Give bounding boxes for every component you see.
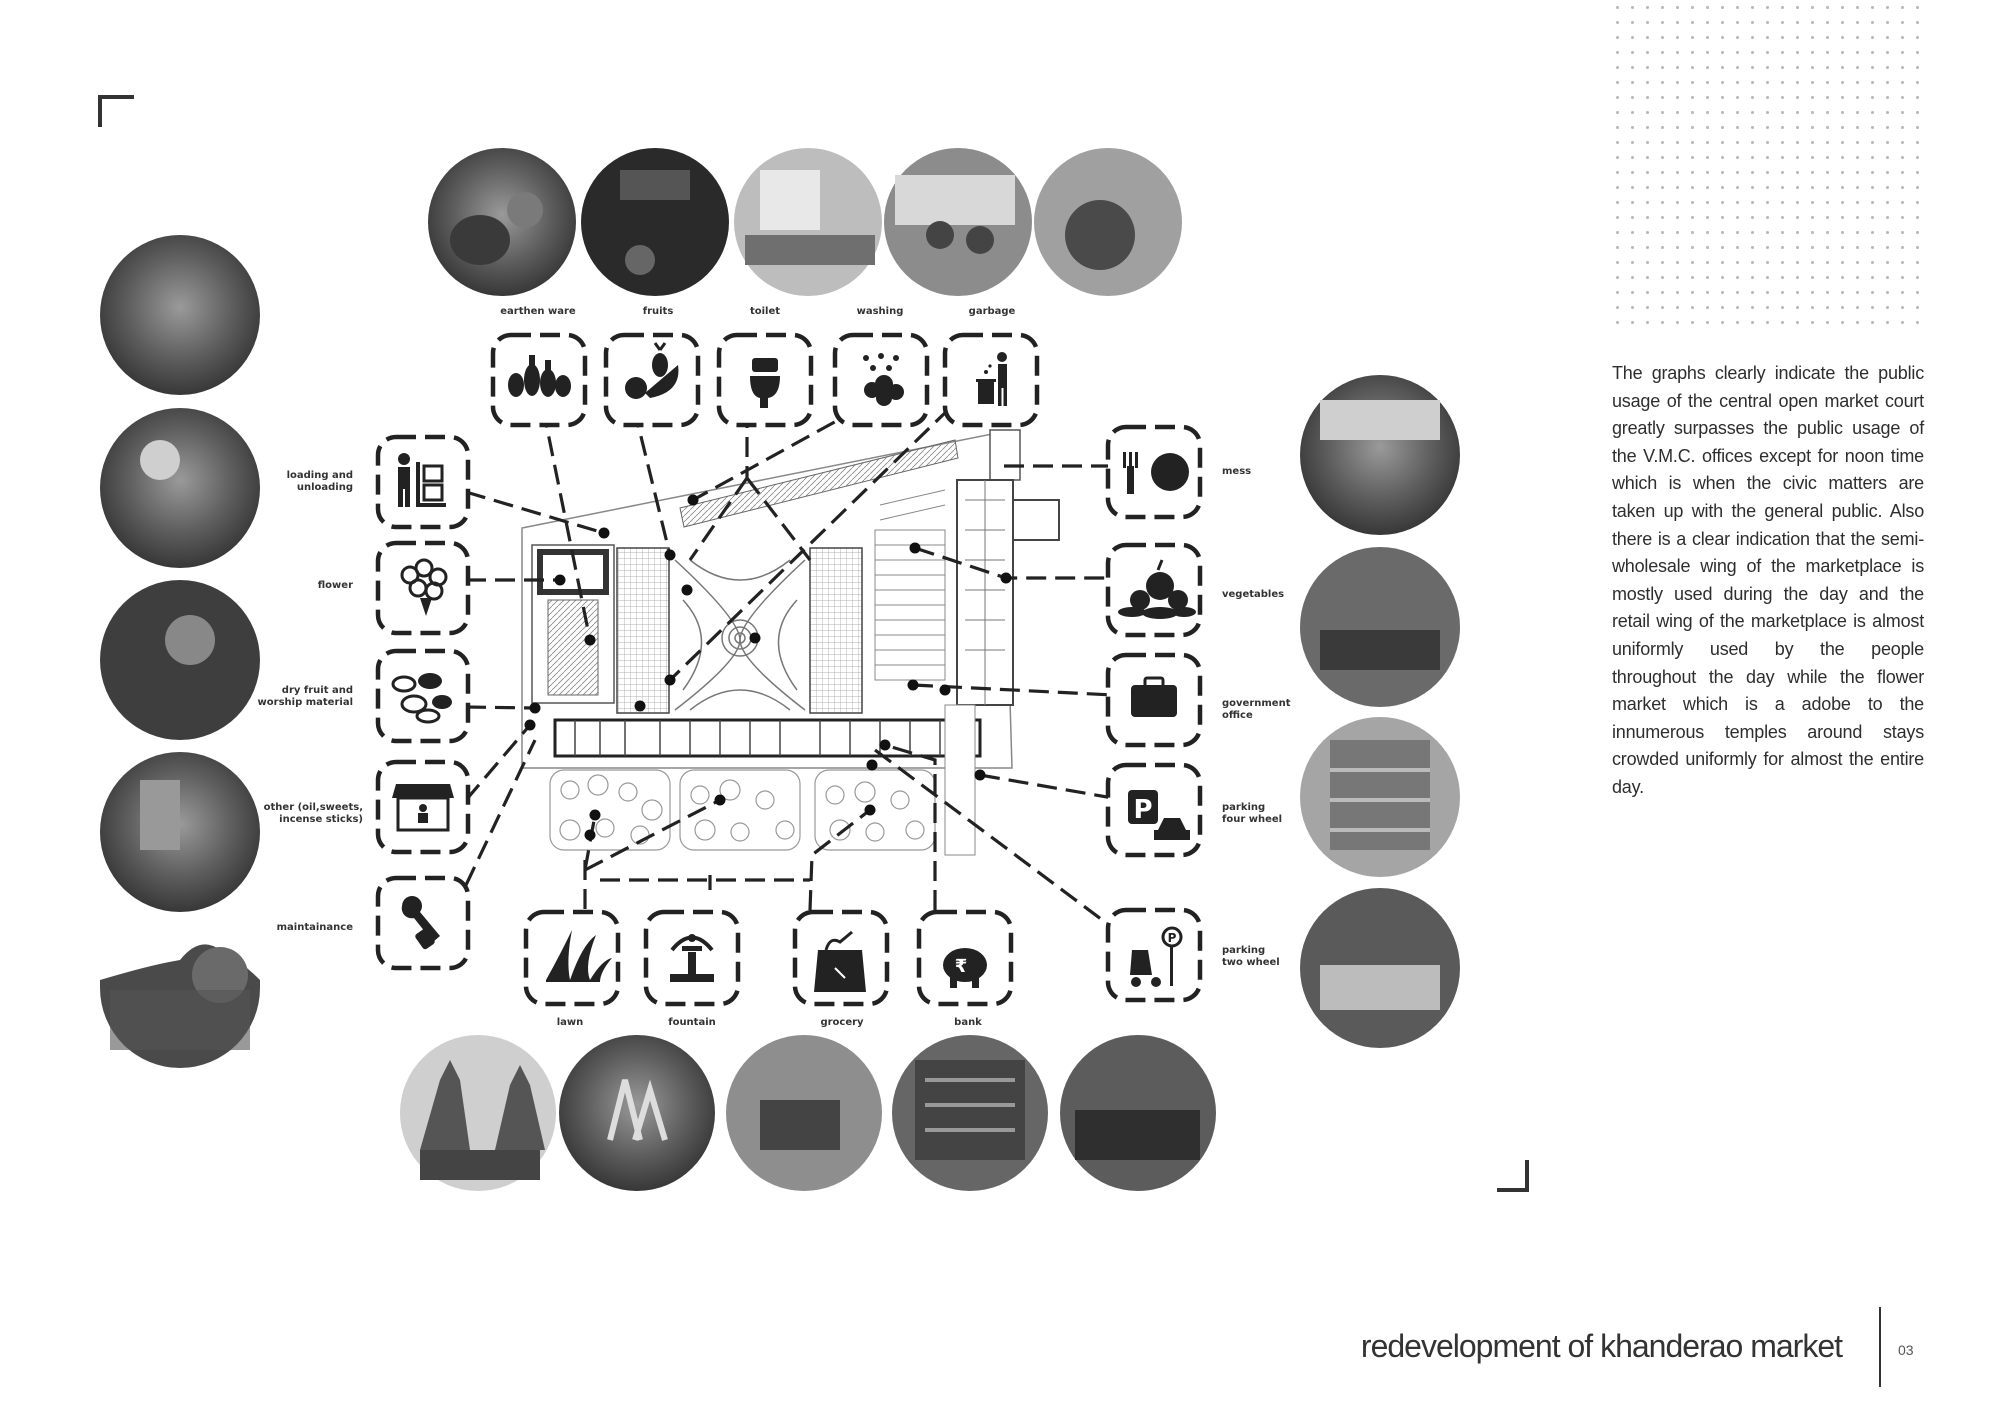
dot-pattern xyxy=(1610,0,1920,325)
label-lawn: lawn xyxy=(556,1017,584,1028)
label-loading-unloading: loading and unloading xyxy=(286,470,353,493)
photo-grocery xyxy=(726,1035,882,1191)
label-dry-fruit: dry fruit and worship material xyxy=(257,685,353,708)
parking-letter-small: P xyxy=(1167,931,1177,945)
svg-text:₹: ₹ xyxy=(954,956,968,977)
label-fruits: fruits xyxy=(642,306,674,317)
label-parking-two-wheel: parking two wheel xyxy=(1222,945,1280,968)
photo-fountain xyxy=(559,1035,715,1191)
corner-bracket-bottom-right xyxy=(1497,1160,1527,1190)
label-garbage: garbage xyxy=(968,306,1016,317)
photo-vegetables xyxy=(1300,547,1460,707)
label-washing: washing xyxy=(856,306,904,317)
page-number: 03 xyxy=(1898,1342,1914,1358)
page-title: redevelopment of khanderao market xyxy=(1360,1328,1842,1364)
label-grocery: grocery xyxy=(820,1017,864,1028)
label-fountain: fountain xyxy=(668,1017,716,1028)
description-text: The graphs clearly indicate the public usage of the central open market court greatly surpasses the public usage of the V.M.C. offices except for noon time which is when the civic matters are taken up with the general public. Also there is a clear indication that the semi-wholesale wing of the marketplace is mostly used during the day and the retail wing of the marketplace is almost uniformly used by the people throughout the day while the flower market which is a adobe to the innumerous temples around stays crowded uniformly for almost the entire day. xyxy=(1612,363,1924,797)
label-bank: bank xyxy=(954,1017,982,1028)
photo-parking-lot xyxy=(1060,1035,1216,1191)
label-other: other (oil,sweets, incense sticks) xyxy=(263,802,363,825)
label-government-office: government office xyxy=(1222,698,1291,721)
label-mess: mess xyxy=(1222,466,1252,477)
label-vegetables: vegetables xyxy=(1222,589,1285,600)
footer-divider xyxy=(1879,1307,1881,1387)
photo-garbage xyxy=(1034,148,1182,296)
label-maintainance: maintainance xyxy=(276,922,353,933)
photo-dry-fruit xyxy=(100,580,260,740)
photo-mess xyxy=(1300,375,1460,535)
photo-washing xyxy=(884,148,1032,296)
photo-bank xyxy=(892,1035,1048,1191)
photo-other xyxy=(100,752,260,912)
photo-government-office xyxy=(1300,717,1460,877)
corner-bracket-top-left xyxy=(100,97,134,127)
photo-earthen-ware xyxy=(428,148,576,296)
label-earthen-ware: earthen ware xyxy=(500,306,576,317)
photo-toilet xyxy=(734,148,882,296)
site-plan xyxy=(522,430,1059,855)
photo-maintenance xyxy=(100,944,260,1068)
label-toilet: toilet xyxy=(749,306,781,317)
label-flower: flower xyxy=(317,580,353,591)
parking-letter: P xyxy=(1133,795,1153,825)
photo-loading xyxy=(100,235,260,395)
photo-fruits xyxy=(581,148,729,296)
label-parking-four-wheel: parking four wheel xyxy=(1222,802,1283,825)
photo-lawn-temple xyxy=(400,1035,556,1191)
